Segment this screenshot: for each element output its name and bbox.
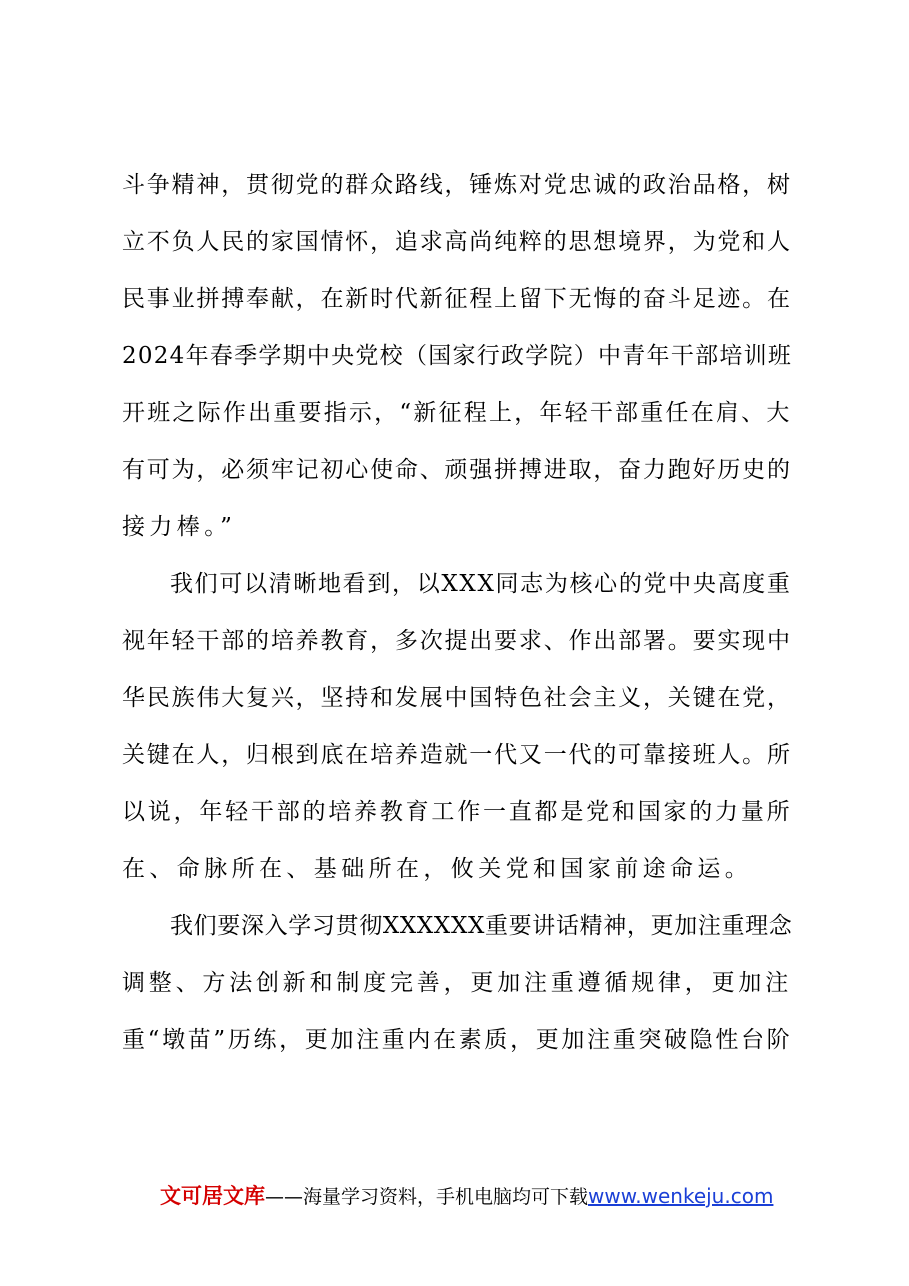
footer-banner <box>160 1182 773 1211</box>
text-line: 民事业拼搏奉献，在新时代新征程上留下无悔的奋斗足迹。在 <box>122 286 792 312</box>
text-line: 重“墩苗”历练，更加注重内在素质，更加注重突破隐性台阶 <box>122 1027 793 1053</box>
text-line: 调整、方法创新和制度完善，更加注重遵循规律，更加注 <box>122 970 792 996</box>
text-line: 接力棒。” <box>122 514 237 540</box>
footer-brand: 文可居文库 <box>160 1184 265 1208</box>
footer-website-link[interactable]: www.wenkeju.com <box>588 1184 774 1208</box>
text-line: 2024年春季学期中央党校（国家行政学院）中青年干部培训班 <box>122 343 793 369</box>
footer-tagline: ——海量学习资料，手机电脑均可下载 <box>265 1186 589 1208</box>
text-line: 以说，年轻干部的培养教育工作一直都是党和国家的力量所 <box>122 799 793 825</box>
text-line: 斗争精神，贯彻党的群众路线，锤炼对党忠诚的政治品格，树 <box>122 172 792 198</box>
text-line: 在、命脉所在、基础所在，攸关党和国家前途命运。 <box>122 856 753 882</box>
paragraph-first-line: 我们可以清晰地看到，以XXX同志为核心的党中央高度重 <box>170 571 792 597</box>
text-line: 立不负人民的家国情怀，追求高尚纯粹的思想境界，为党和人 <box>122 229 792 255</box>
text-line: 关键在人，归根到底在培养造就一代又一代的可靠接班人。所 <box>122 742 792 768</box>
text-line: 视年轻干部的培养教育，多次提出要求、作出部署。要实现中 <box>122 628 792 654</box>
paragraph-first-line: 我们要深入学习贯彻XXXXXX重要讲话精神，更加注重理念 <box>170 913 793 939</box>
text-line: 华民族伟大复兴，坚持和发展中国特色社会主义，关键在党， <box>122 685 792 711</box>
text-line: 有可为，必须牢记初心使命、顽强拼搏进取，奋力跑好历史的 <box>122 457 792 483</box>
text-line: 开班之际作出重要指示，“新征程上，年轻干部重任在肩、大 <box>122 400 792 426</box>
